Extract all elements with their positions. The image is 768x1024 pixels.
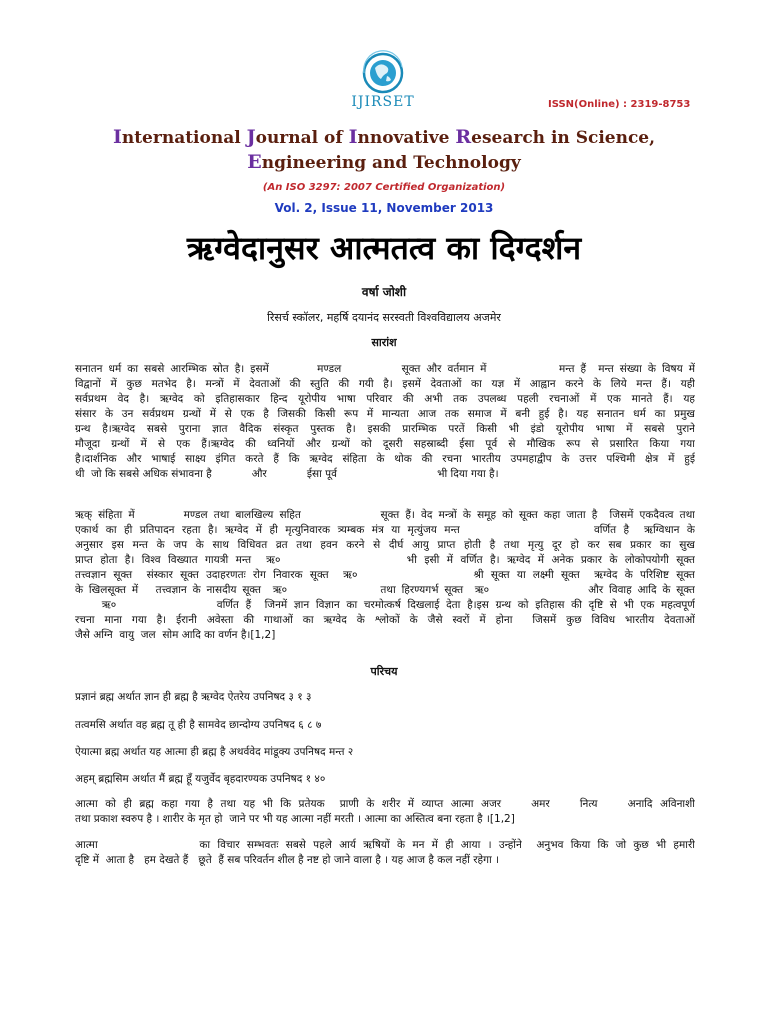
text-line: तत्त्वज्ञान सूक्त संस्कार सूक्त उदाहरणतः रोग निवारक सूक्त ऋ० श्री सूक्त या लक्ष्मी सूक्त ऋग्वेद के परिशिष्ट सूक्त: [75, 569, 695, 581]
body-paragraph-2: [75, 797, 695, 827]
text-line: अनुसार इस मन्त के जप के साथ विधिवत व्रत तथा हवन करने से दीर्घ आयु प्राप्त होती है तथा मृत्यु दूर हो कर सब प्रकार का सुख: [75, 539, 695, 551]
text-line: ग्रन्थ है।ऋग्वेद सबसे पुराना ज्ञात वैदिक संस्कृत पुस्तक है। इसकी प्रारम्भिक परतें किसी भी इंडो यूरोपीय भाषा में सबसे पुराने: [75, 423, 695, 435]
text-line: थी जो कि सबसे अधिक संभावना है और ईसा पूर्व भी दिया गया है।: [75, 468, 499, 480]
journal-title-initial: E: [247, 151, 262, 173]
text-line: मौजूदा ग्रन्थों में से एक हैं।ऋग्वेद की ध्वनियों और ग्रन्थों को दूसरी सहस्राब्दी ईसा पूर्व से मौखिक रूप से प्रसारित किया गया: [75, 438, 695, 450]
text-line: दृष्टि में आता है हम देखते हैं छूते हैं सब परिवर्तन शील है नष्ट हो जाने वाला है । यह आज है कल नहीं रहेगा ।: [75, 854, 500, 866]
journal-title-initial: I: [112, 126, 122, 148]
text-line: ऋक् संहिता में मण्डल तथा बालखिल्य सहित सूक्त हैं। वेद मन्त्रों के समूह को सूक्त कहा जाता है जिसमें एकदैवत्व तथा: [75, 509, 695, 521]
journal-title-word: ournal of: [255, 128, 349, 148]
body-paragraph-1: [75, 508, 695, 643]
paper-title: ऋग्वेदानुसर आत्मतत्व का दिग्दर्शन: [186, 229, 582, 267]
journal-title-line2: [0, 151, 768, 173]
text-line: के खिलसूक्त में तत्त्वज्ञान के नासदीय सूक्त ऋ० तथा हिरण्यगर्भ सूक्त ऋ० और विवाह आदि के सूक्त: [75, 584, 695, 596]
abstract-paragraph: [75, 362, 695, 482]
reference-line: अहम् ब्रह्मसिम अर्थात मैं ब्रह्म हूँ यजुर्वेद बृहदारण्यक उपनिषद १ ४०: [75, 773, 326, 785]
journal-title-word: nternational: [121, 128, 247, 148]
body-paragraph-3: [75, 838, 695, 868]
logo-text: IJIRSET: [351, 94, 415, 110]
text-line: एकार्थ का ही प्रतिपादन रहता है। ऋग्वेद में ही मृत्युनिवारक त्र्यम्बक मंत्र या मृत्युंजय मन्त वर्णित है ऋग्विधान के: [75, 524, 695, 536]
author-name: वर्षा जोशी: [361, 285, 407, 299]
text-line: रचना माना गया है। ईरानी अवेस्ता की गाथाओं का ऋग्वेद के श्लोकों के जैसे स्वरों में होना जिसमें कुछ विविध भारतीय देवताओं: [75, 614, 695, 626]
volume-issue: Vol. 2, Issue 11, November 2013: [274, 201, 494, 215]
text-line: प्राप्त होता है। विश्व विख्यात गायत्री मन्त ऋ० भी इसी में वर्णित है। ऋग्वेद में अनेक प्रकार के लोकोपयोगी सूक्त: [75, 554, 695, 566]
journal-title-initial: J: [246, 126, 256, 148]
journal-title-line1: [0, 126, 768, 148]
reference-line: ऐयात्मा ब्रह्म अर्थात यह आत्मा ही ब्रह्म है अथर्ववेद मांडूक्य उपनिषद मन्त २: [75, 746, 354, 758]
text-line: तथा प्रकाश स्वरुप है । शारीर के मृत हो जाने पर भी यह आत्मा नहीं मरती । आत्मा का अस्तित्व बना रहता है ।[1,2]: [75, 813, 515, 825]
reference-line: प्रज्ञानं ब्रह्म अर्थात ज्ञान ही ब्रह्म है ऋग्वेद ऐतरेय उपनिषद ३ १ ३: [75, 691, 312, 703]
author-affiliation: रिसर्च स्कॉलर, महर्षि दयानंद सरस्वती विश्वविद्यालय अजमेर: [267, 311, 501, 324]
text-line: संसार के उन सर्वप्रथम ग्रन्थों में से एक है जिसकी किसी रूप में मान्यता आज तक समाज में बनी हुई है। यह सनातन धर्म का प्रमुख: [75, 408, 695, 420]
text-line: आत्मा का विचार सम्भवतः सबसे पहले आर्य ऋषियों के मन में ही आया । उन्होंने अनुभव किया कि जो कुछ भी हमारी: [75, 839, 695, 851]
introduction-heading: परिचय: [370, 665, 398, 678]
abstract-heading: सारांश: [371, 336, 397, 349]
globe-icon: [338, 48, 428, 98]
reference-line: तत्वमसि अर्थात वह ब्रह्म तू ही है सामवेद छान्दोग्य उपनिषद ६ ८ ७: [75, 719, 322, 731]
text-line: ऋ० वर्णित हैं जिनमें ज्ञान विज्ञान का चरमोत्कर्ष दिखलाई देता है।इस ग्रन्थ को इतिहास की दृष्टि से भी एक महत्वपूर्ण: [75, 599, 695, 611]
journal-title-word: ngineering and Technology: [261, 153, 521, 173]
journal-title-initial: I: [348, 126, 358, 148]
journal-logo: [338, 48, 428, 118]
text-line: है।दार्शनिक और भाषाई साक्ष्य इंगित करते हैं कि ऋग्वेद संहिता के थोक की रचना भारतीय उपमहाद्वीप के उत्तर पश्चिमी क्षेत्र में हुई: [75, 453, 695, 465]
iso-certification: (An ISO 3297: 2007 Certified Organization): [262, 182, 506, 193]
issn-label: ISSN(Online) : 2319-8753: [548, 99, 691, 110]
text-line: जैसे अग्नि वायु जल सोम आदि का वर्णन है।[1,2]: [75, 629, 276, 641]
text-line: सनातन धर्म का सबसे आरम्भिक स्रोत है। इसमें मण्डल सूक्त और वर्तमान में मन्त हैं मन्त संख्या के विषय में: [75, 363, 695, 375]
journal-title-initial: R: [455, 126, 472, 148]
journal-title-word: esearch in Science,: [471, 128, 656, 148]
journal-title-word: nnovative: [357, 128, 456, 148]
text-line: विद्वानों में कुछ मतभेद है। मन्त्रों में देवताओं की स्तुति की गयी है। इसमें देवताओं का यज्ञ में आह्वान करने के लिये मन्त हैं। यही: [75, 378, 695, 390]
text-line: आत्मा को ही ब्रह्म कहा गया है तथा यह भी कि प्रतेयक प्राणी के शरीर में व्याप्त आत्मा अजर अमर नित्य अनादि अविनाशी: [75, 798, 695, 810]
text-line: सर्वप्रथम वेद है। ऋग्वेद को इतिहासकार हिन्द यूरोपीय भाषा परिवार की अभी तक उपलब्ध पहली रचनाओं में एक मानते हैं। यह: [75, 393, 695, 405]
